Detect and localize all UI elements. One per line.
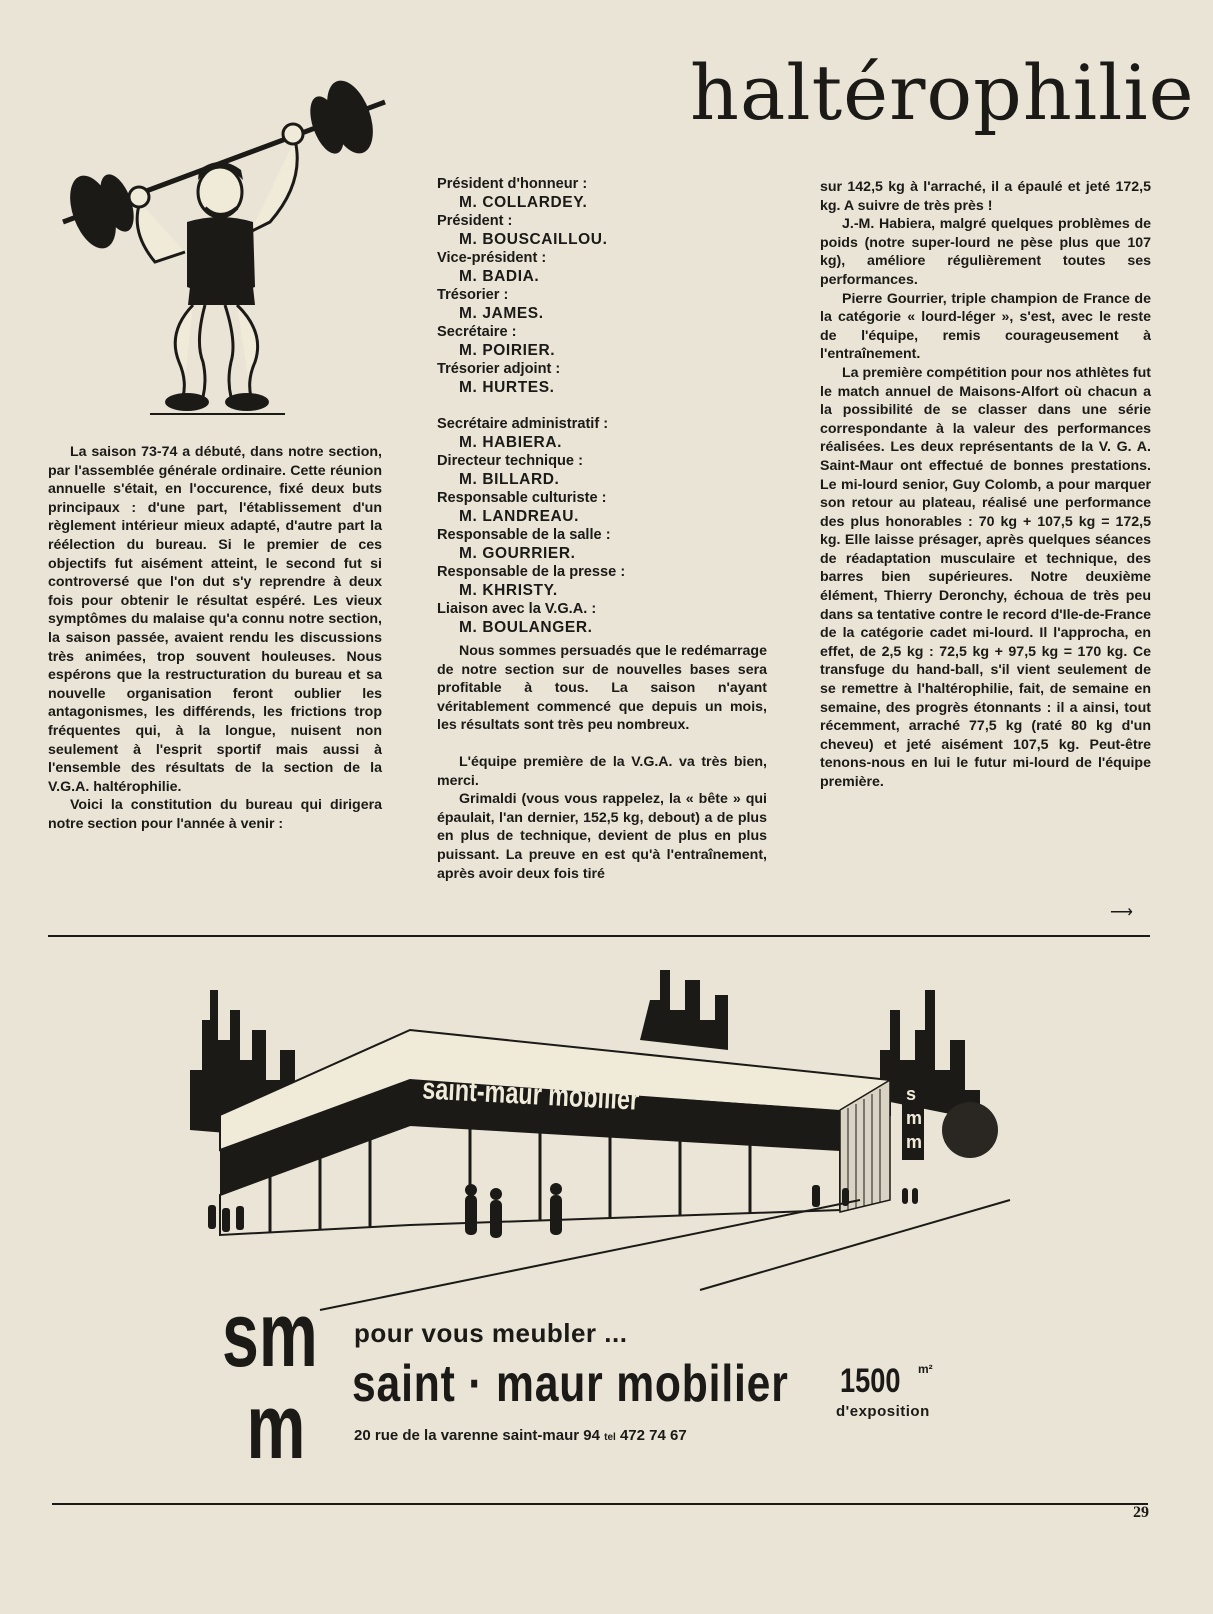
bureau-name: M. BOULANGER. bbox=[459, 618, 593, 636]
store-illustration bbox=[180, 950, 1040, 1320]
bureau-list bbox=[437, 175, 767, 637]
logo-letters: m bbox=[246, 1374, 306, 1464]
smm-logo bbox=[222, 1286, 326, 1464]
paragraph: Voici la constitution du bureau qui dirigera notre section pour l'année à venir : bbox=[48, 797, 382, 832]
ad-area-unit: m² bbox=[918, 1362, 933, 1376]
bureau-name: M. BILLARD. bbox=[459, 470, 560, 488]
continue-arrow-icon: ⟶ bbox=[1110, 904, 1131, 921]
paragraph: Grimaldi (vous vous rappelez, la « bête » qui épaulait, l'an dernier, 152,5 kg, debout) a de plus en plus de technique, devient de plus en plus puissant. La preuve en est qu'à l'entraînement, après avoir deux fois tiré bbox=[437, 791, 767, 882]
article-column-3 bbox=[820, 178, 1151, 792]
paragraph: L'équipe première de la V.G.A. va très bien, merci. bbox=[437, 753, 767, 789]
top-divider bbox=[48, 935, 1150, 937]
side-sign-letter: m bbox=[906, 1108, 923, 1128]
bureau-name: M. GOURRIER. bbox=[459, 544, 576, 562]
bureau-role: Président d'honneur : bbox=[437, 176, 588, 192]
bureau-name: M. BOUSCAILLOU. bbox=[459, 230, 608, 248]
spacer bbox=[437, 397, 767, 415]
bureau-role: Secrétaire administratif : bbox=[437, 416, 609, 432]
page-title: haltérophilie bbox=[690, 48, 1195, 137]
side-sign-letter: m bbox=[906, 1132, 923, 1152]
article-column-1 bbox=[48, 443, 382, 833]
bureau-role: Secrétaire : bbox=[437, 324, 517, 340]
bureau-role: Responsable culturiste : bbox=[437, 490, 607, 506]
bottom-divider bbox=[52, 1503, 1148, 1505]
ad-address bbox=[354, 1427, 687, 1444]
side-sign-letter: s bbox=[906, 1084, 917, 1104]
bureau-name: M. JAMES. bbox=[459, 304, 544, 322]
paragraph: sur 142,5 kg à l'arraché, il a épaulé et jeté 172,5 kg. A suivre de très près ! bbox=[820, 179, 1151, 214]
paragraph: La première compétition pour nos athlètes fut le match annuel de Maisons-Alfort où chacun a la possibilité de se classer dans une série correspondante à la valeur des performances réalisées. Les deux représentants de la V. G. A. Saint-Maur ont effectué de bonnes prestations. Le mi-lourd senior, Guy Colomb, a pour marquer son retour au plateau, réalisé une performance des plus honorables : 70 kg + 107,5 kg = 172,5 kg. Elle laisse présager, après quelques séances de réadaptation musculaire et technique, des barres bien supérieures. Notre deuxième élément, Thierry Deronchy, échoua de très peu dans sa tentative contre le record d'Ile-de-France de la catégorie cadet mi-lourd. Il l'approcha, en effet, de 2,5 kg : 72,5 kg + 97,5 kg = 170 kg. Ce transfuge du hand-ball, s'il vient seulement de se remettre à l'haltérophilie, fait, de semaine en semaine, des progrès étonnants : il a ainsi, tout récemment, arraché 77,5 kg (raté 80 kg d'un cheveu) et jeté aisément 107,5 kg. Peut-être tenons-nous en lui le futur mi-lourd de l'équipe première. bbox=[820, 364, 1152, 790]
page-number: 29 bbox=[1133, 1504, 1149, 1521]
article-column-2 bbox=[437, 642, 767, 883]
bureau-role: Liaison avec la V.G.A. : bbox=[437, 601, 597, 617]
bureau-role: Vice-président : bbox=[437, 250, 547, 266]
bureau-role: Trésorier adjoint : bbox=[437, 361, 561, 377]
ad-area-label: d'exposition bbox=[836, 1403, 930, 1420]
bureau-name: M. HABIERA. bbox=[459, 433, 563, 451]
bureau-name: M. LANDREAU. bbox=[459, 507, 579, 525]
bureau-name: M. POIRIER. bbox=[459, 341, 556, 359]
bureau-role: Président : bbox=[437, 213, 513, 229]
paragraph: Nous sommes persuadés que le redémarrage de notre section sur de nouvelles bases sera profitable à tous. La saison n'ayant véritablement commencé que depuis un mois, les résultats sont très peu nombreux. bbox=[437, 643, 767, 734]
paragraph: Pierre Gourrier, triple champion de France de la catégorie « lourd-léger », s'est, avec le reste de l'équipe, remis courageusement à l'entraînement. bbox=[820, 290, 1151, 363]
bureau-name: M. BADIA. bbox=[459, 267, 540, 285]
paragraph: J.-M. Habiera, malgré quelques problèmes de poids (notre super-lourd ne pèse plus que 107 kg), améliore régulièrement toutes ses performances. bbox=[820, 216, 1151, 288]
ad-slogan: pour vous meubler ... bbox=[354, 1318, 628, 1348]
paragraph: La saison 73-74 a débuté, dans notre section, par l'assemblée générale ordinaire. Cette réunion annuelle s'était, en l'occurence, fixé deux buts principaux : d'une part, l'établissement d'un règlement intérieur mieux adapté, d'autre part la réélection du bureau. Si le premier de ces objectifs fut aisément atteint, le second fut si controversé que l'on dut s'y reprendre à deux fois pour obtenir le résultat espéré. Les vieux symptômes du malaise qu'a connu notre section, la saison passée, avaient rendu les discussions très animées, trop souvent houleuses. Nous espérons que la restructuration du bureau et sa nouvelle organisation feront oublier les antagonismes, les différends, les frictions trop fréquentes qui, à la longue, nuisent non seulement à l'esprit sportif mais aussi à l'ensemble des résultats de la section de la V.G.A. haltérophilie. bbox=[48, 444, 382, 795]
weightlifter-illustration bbox=[55, 62, 395, 432]
bureau-role: Directeur technique : bbox=[437, 453, 583, 469]
bureau-name: M. COLLARDEY. bbox=[459, 193, 588, 211]
bureau-name: M. KHRISTY. bbox=[459, 581, 558, 599]
bureau-role: Responsable de la salle : bbox=[437, 527, 611, 543]
ad-tel-number: 472 74 67 bbox=[619, 1427, 687, 1444]
show-through-ghost bbox=[430, 62, 452, 144]
ad-area-value: 1500 bbox=[840, 1362, 901, 1400]
bureau-role: Responsable de la presse : bbox=[437, 564, 626, 580]
ad-street: 20 rue de la varenne saint-maur 94 bbox=[354, 1427, 600, 1444]
logo-letters: sm bbox=[222, 1286, 318, 1386]
bureau-role: Trésorier : bbox=[437, 287, 509, 303]
bureau-name: M. HURTES. bbox=[459, 378, 555, 396]
store-sign-text: saint-maur mobilier bbox=[421, 1071, 641, 1117]
ad-brand: saint · maur mobilier bbox=[352, 1355, 789, 1413]
ad-tel-label: tel bbox=[604, 1432, 616, 1443]
